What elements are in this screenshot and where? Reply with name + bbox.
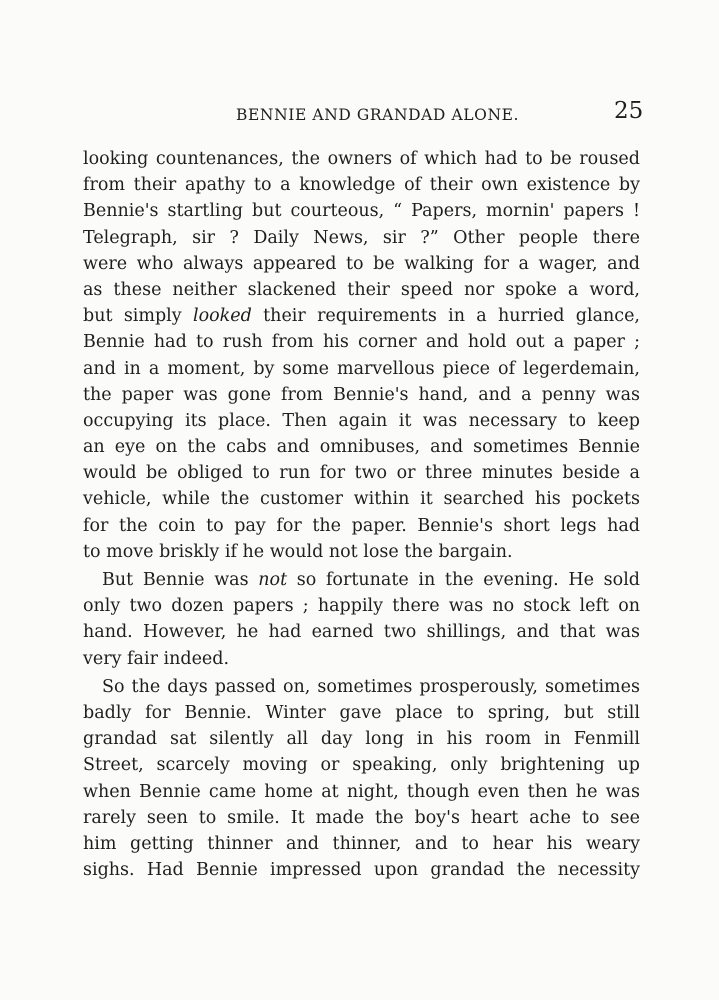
text-line: Bennie had to rush from his corner and hold out a paper ; bbox=[83, 332, 640, 353]
text-line: when Bennie came home at night, though even then he was bbox=[83, 781, 640, 802]
text-line: looking countenances, the owners of which had to be roused bbox=[83, 149, 640, 169]
text-line: very fair indeed. bbox=[83, 648, 230, 669]
text-line: only two dozen papers ; happily there was no stock left on bbox=[83, 596, 640, 617]
text-line bbox=[83, 567, 640, 593]
text-line: from their apathy to a knowledge of their own existence by bbox=[83, 175, 640, 196]
text-line: him getting thinner and thinner, and to hear his weary bbox=[83, 833, 640, 854]
running-head: BENNIE AND GRANDAD ALONE. bbox=[236, 106, 520, 124]
text-line: Street, scarcely moving or speaking, only brightening up bbox=[83, 755, 640, 776]
text-line: occupying its place. Then again it was necessary to keep bbox=[83, 410, 640, 431]
text-line: vehicle, while the customer within it searched his pockets bbox=[83, 489, 640, 510]
text-line: So the days passed on, sometimes prosperously, sometimes bbox=[102, 676, 640, 697]
text-line bbox=[83, 303, 640, 329]
text-line: grandad sat silently all day long in his room in Fenmill bbox=[83, 729, 640, 750]
text-line: for the coin to pay for the paper. Bennie's short legs had bbox=[83, 515, 640, 536]
paragraph bbox=[83, 567, 640, 672]
paragraph bbox=[83, 674, 640, 884]
text-line: Telegraph, sir ? Daily News, sir ?” Other people there bbox=[83, 227, 640, 248]
text-line: Bennie's startling but courteous, “ Papers, mornin' papers ! bbox=[83, 201, 640, 222]
text-run: but simply bbox=[83, 306, 193, 327]
emphasis: looked bbox=[192, 306, 252, 327]
text-line: would be obliged to run for two or three minutes beside a bbox=[83, 463, 640, 484]
text-line: sighs. Had Bennie impressed upon grandad the necessity bbox=[83, 860, 640, 881]
body-text bbox=[83, 146, 640, 883]
text-line: as these neither slackened their speed nor spoke a word, bbox=[83, 279, 640, 300]
text-line: to move briskly if he would not lose the bargain. bbox=[83, 541, 513, 562]
emphasis: not bbox=[258, 570, 288, 590]
page-number: 25 bbox=[614, 98, 644, 124]
text-line: badly for Bennie. Winter gave place to spring, but still bbox=[83, 702, 640, 723]
text-line: an eye on the cabs and omnibuses, and sometimes Bennie bbox=[83, 437, 640, 458]
text-run: so fortunate in the evening. He sold bbox=[287, 570, 640, 590]
text-line: hand. However, he had earned two shillings, and that was bbox=[83, 622, 640, 643]
text-line: rarely seen to smile. It made the boy's heart ache to see bbox=[83, 807, 640, 828]
text-line: and in a moment, by some marvellous piece of legerdemain, bbox=[83, 358, 640, 379]
paragraph bbox=[83, 146, 640, 565]
text-line: the paper was gone from Bennie's hand, and a penny was bbox=[83, 384, 640, 405]
text-line: were who always appeared to be walking for a wager, and bbox=[83, 253, 640, 274]
text-run: their requirements in a hurried glance, bbox=[251, 306, 640, 327]
text-run: But Bennie was bbox=[102, 570, 259, 590]
